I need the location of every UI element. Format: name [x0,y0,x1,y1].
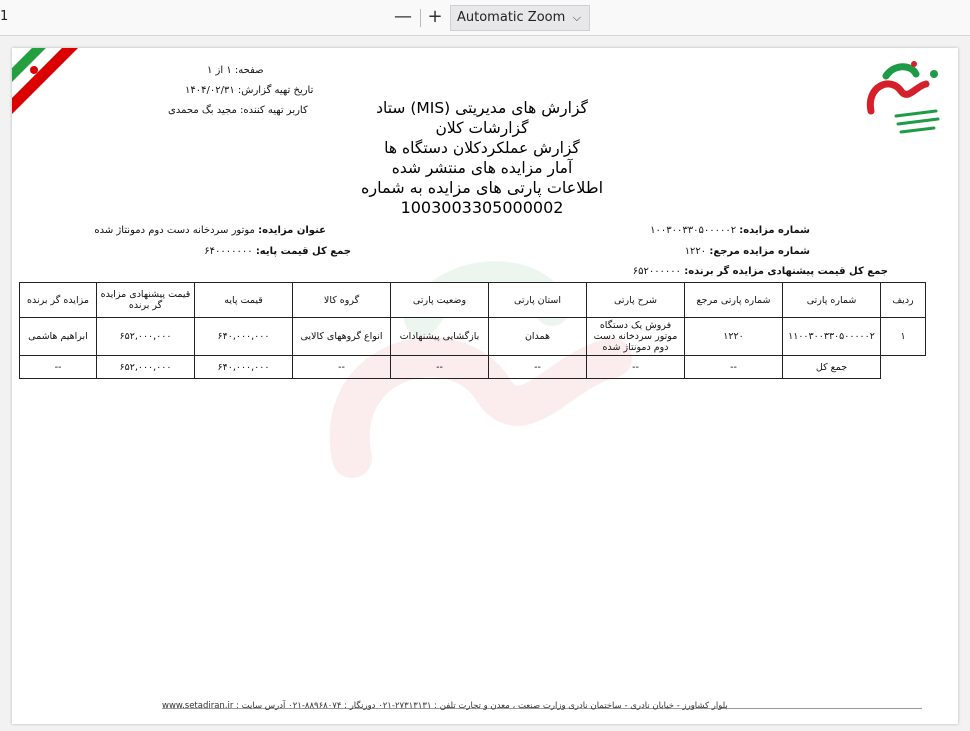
footer-address: بلوار کشاورز - خیابان نادری - ساختمان نادری وزارت صنعت ، معدن و تجارت تلفن : ۲۷۳۱۳۱۳۱-۰۲۱ دورنگار : ۸۸۹۶۸۰۷۴-۰۲۱ آدرس سایت : www.setadiran.ir [162,701,728,711]
ref-auction-number-label: شماره مزایده مرجع: [709,246,810,257]
col-header: قیمت پایه [195,283,293,318]
col-header: شماره پارتی [783,283,881,318]
cell-sum-winner: -- [20,356,97,379]
ref-auction-number-value: ۱۲۲۰ [684,246,707,257]
zoom-out-button[interactable]: — [394,6,412,27]
cell-group: انواع گروههای کالایی [293,318,391,356]
ref-auction-number [685,246,810,257]
col-header: گروه کالا [293,283,391,318]
base-total [204,246,351,257]
table-row [20,318,926,356]
cell-base-price: ۶۴۰,۰۰۰,۰۰۰ [195,318,293,356]
base-total-label: جمع کل قیمت پایه: [255,246,351,257]
zoom-select-value: Automatic Zoom [457,10,566,25]
cell-ref-no: ۱۲۲۰ [685,318,783,356]
cell-sum-base-price: ۶۴۰,۰۰۰,۰۰۰ [195,356,293,379]
auction-title [94,225,326,236]
col-header: شماره پارتی مرجع [685,283,783,318]
cell-sum-group: -- [293,356,391,379]
col-header: شرح پارتی [587,283,685,318]
cell-province: همدان [489,318,587,356]
winner-total-value: ۶۵۲۰۰۰۰۰۰ [632,266,682,277]
col-header: قیمت پیشنهادی مزایده گر برنده [97,283,195,318]
table-header-row [20,283,926,318]
title-line-4: آمار مزایده های منتشر شده [391,159,573,177]
base-total-value: ۶۴۰۰۰۰۰۰۰ [204,246,253,257]
col-header: وضعیت پارتی [391,283,489,318]
page-label: صفحه: ۱ از ۱ [207,65,264,76]
pdf-toolbar [0,0,970,36]
cell-sum-winner-price: ۶۵۲,۰۰۰,۰۰۰ [97,356,195,379]
title-line-3: گزارش عملکردکلان دستگاه ها [384,139,580,157]
page-number-input[interactable]: 1 [0,9,9,24]
auction-number-value: ۱۰۰۳۰۰۳۳۰۵۰۰۰۰۰۲ [650,225,737,236]
cell-party-no: ۱۱۰۰۳۰۰۳۳۰۵۰۰۰۰۰۲ [783,318,881,356]
cell-sum-province: -- [489,356,587,379]
table-sum-row [20,356,926,379]
auction-number-label: شماره مزایده: [739,225,810,236]
chevron-down-icon: ⌵ [572,11,581,24]
pdf-page [12,48,958,724]
iran-flag-ribbon-icon [12,48,102,118]
cell-empty [881,356,926,379]
report-user: کاربر تهیه کننده: مجید بگ محمدی [168,105,308,116]
winner-total [633,266,888,277]
auction-title-value: موتور سردخانه دست دوم دمونتاژ شده [94,225,255,236]
title-line-2: گزارشات کلان [435,119,529,137]
col-header: مزایده گر برنده [20,283,97,318]
cell-sum-label: جمع کل [783,356,881,379]
cell-status: بازگشایی پیشنهادات [391,318,489,356]
winner-total-label: جمع کل قیمت پیشنهادی مزایده گر برنده: [684,266,888,277]
cell-sum-desc: -- [587,356,685,379]
zoom-in-button[interactable]: + [427,6,443,27]
cell-index: ۱ [881,318,926,356]
setad-logo-icon [856,56,948,148]
cell-sum-status: -- [391,356,489,379]
parties-table [19,282,926,379]
auction-title-label: عنوان مزایده: [258,225,326,236]
title-line-1: گزارش های مدیریتی (MIS) ستاد [376,99,588,117]
col-header: ردیف [881,283,926,318]
report-titles [282,98,682,218]
col-header: استان پارتی [489,283,587,318]
cell-sum-ref: -- [685,356,783,379]
report-date: تاریخ تهیه گزارش: ۱۴۰۴/۰۲/۳۱ [185,85,314,96]
toolbar-separator [420,9,421,27]
cell-winner-price: ۶۵۲,۰۰۰,۰۰۰ [97,318,195,356]
auction-number [650,225,810,236]
zoom-select[interactable] [450,5,590,31]
cell-desc: فروش یک دستگاه موتور سردخانه دست دوم دمونتاژ شده [587,318,685,356]
cell-winner: ابراهیم هاشمی [20,318,97,356]
title-line-5: اطلاعات پارتی های مزایده به شماره 1003003305000002 [360,178,604,217]
